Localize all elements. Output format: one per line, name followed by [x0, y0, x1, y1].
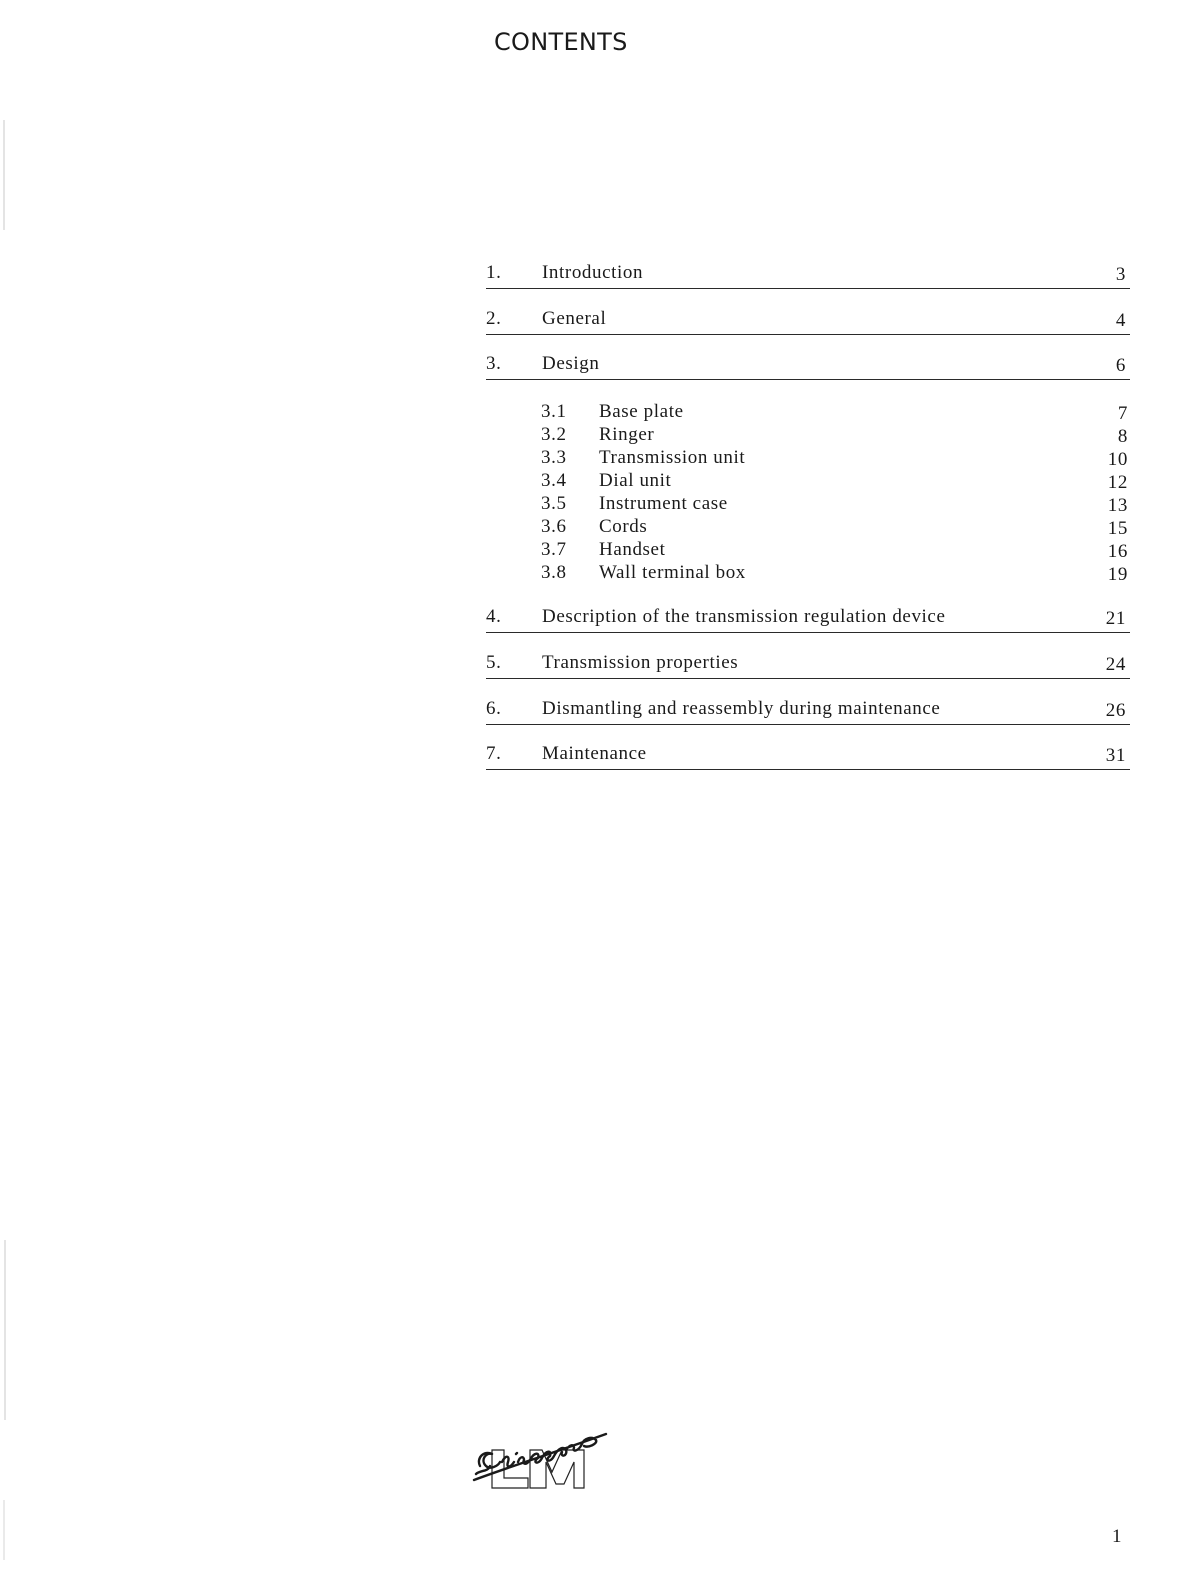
toc-subentry-handset[interactable]	[486, 539, 1130, 562]
toc-subentry-page: 7	[1117, 403, 1128, 424]
toc-subentry-title: Handset	[599, 539, 666, 560]
toc-entry-rule	[486, 724, 1130, 725]
toc-entry-maintenance[interactable]	[486, 743, 1130, 773]
toc-entry-page: 26	[1105, 700, 1126, 721]
toc-subentry-number: 3.3	[541, 447, 567, 468]
toc-entry-general[interactable]	[486, 308, 1130, 338]
toc-entry-number: 2.	[486, 308, 502, 329]
toc-entry-number: 3.	[486, 353, 502, 374]
ericsson-lm-logo	[466, 1422, 612, 1494]
toc-entry-title: General	[542, 308, 607, 329]
toc-entry-title: Description of the transmission regulation device	[542, 606, 946, 627]
toc-subentry-wall-terminal-box[interactable]	[486, 562, 1130, 585]
toc-subentry-number: 3.4	[541, 470, 567, 491]
toc-subentry-dial-unit[interactable]	[486, 470, 1130, 493]
toc-subentry-page: 12	[1107, 472, 1128, 493]
toc-subentry-number: 3.1	[541, 401, 567, 422]
toc-subentry-page: 10	[1107, 449, 1128, 470]
scan-edge-marks	[0, 0, 10, 1584]
toc-subentry-page: 19	[1107, 564, 1128, 585]
toc-subentry-number: 3.8	[541, 562, 567, 583]
toc-entry-page: 24	[1105, 654, 1126, 675]
toc-entry-transmission-properties[interactable]	[486, 652, 1130, 682]
toc-subentry-title: Ringer	[599, 424, 655, 445]
page-title: CONTENTS	[494, 28, 628, 56]
toc-subentry-cords[interactable]	[486, 516, 1130, 539]
toc-subentry-page: 15	[1107, 518, 1128, 539]
toc-entry-page: 21	[1105, 608, 1126, 629]
toc-entry-number: 5.	[486, 652, 502, 673]
toc-entry-title: Introduction	[542, 262, 644, 283]
toc-subentry-title: Cords	[599, 516, 648, 537]
toc-entry-number: 1.	[486, 262, 502, 283]
toc-subentry-instrument-case[interactable]	[486, 493, 1130, 516]
toc-entry-rule	[486, 632, 1130, 633]
toc-entry-page: 31	[1105, 745, 1126, 766]
toc-subentry-page: 8	[1117, 426, 1128, 447]
toc-subentry-title: Instrument case	[599, 493, 728, 514]
toc-entry-rule	[486, 769, 1130, 770]
toc-entry-rule	[486, 678, 1130, 679]
toc-subentry-transmission-unit[interactable]	[486, 447, 1130, 470]
toc-subentry-number: 3.5	[541, 493, 567, 514]
toc-entry-page: 6	[1115, 355, 1126, 376]
toc-entry-number: 7.	[486, 743, 502, 764]
logo-script	[474, 1434, 606, 1480]
toc-entry-rule	[486, 379, 1130, 380]
toc-entry-page: 4	[1115, 310, 1126, 331]
toc-entry-number: 4.	[486, 606, 502, 627]
toc-entry-title: Maintenance	[542, 743, 647, 764]
toc-entry-introduction[interactable]	[486, 262, 1130, 292]
toc-subentry-number: 3.7	[541, 539, 567, 560]
toc-subentry-page: 16	[1107, 541, 1128, 562]
toc-entry-page: 3	[1115, 264, 1126, 285]
toc-subentry-number: 3.6	[541, 516, 567, 537]
toc-entry-rule	[486, 334, 1130, 335]
toc-entry-transmission-regulation[interactable]	[486, 606, 1130, 636]
toc-entry-title: Dismantling and reassembly during maintenance	[542, 698, 941, 719]
toc-entry-title: Design	[542, 353, 600, 374]
toc-entry-number: 6.	[486, 698, 502, 719]
toc-subentry-title: Dial unit	[599, 470, 672, 491]
toc-entry-rule	[486, 288, 1130, 289]
toc-subentry-title: Wall terminal box	[599, 562, 746, 583]
page-number: 1	[1112, 1526, 1122, 1547]
toc-subentry-title: Base plate	[599, 401, 684, 422]
toc-subentry-title: Transmission unit	[599, 447, 746, 468]
toc-entry-title: Transmission properties	[542, 652, 739, 673]
logo-letter-l	[492, 1450, 528, 1488]
toc-subentry-number: 3.2	[541, 424, 567, 445]
toc-entry-design[interactable]	[486, 353, 1130, 383]
toc-subentry-base-plate[interactable]	[486, 401, 1130, 424]
toc-entry-dismantling[interactable]	[486, 698, 1130, 728]
toc-subentry-ringer[interactable]	[486, 424, 1130, 447]
toc-subentry-page: 13	[1107, 495, 1128, 516]
